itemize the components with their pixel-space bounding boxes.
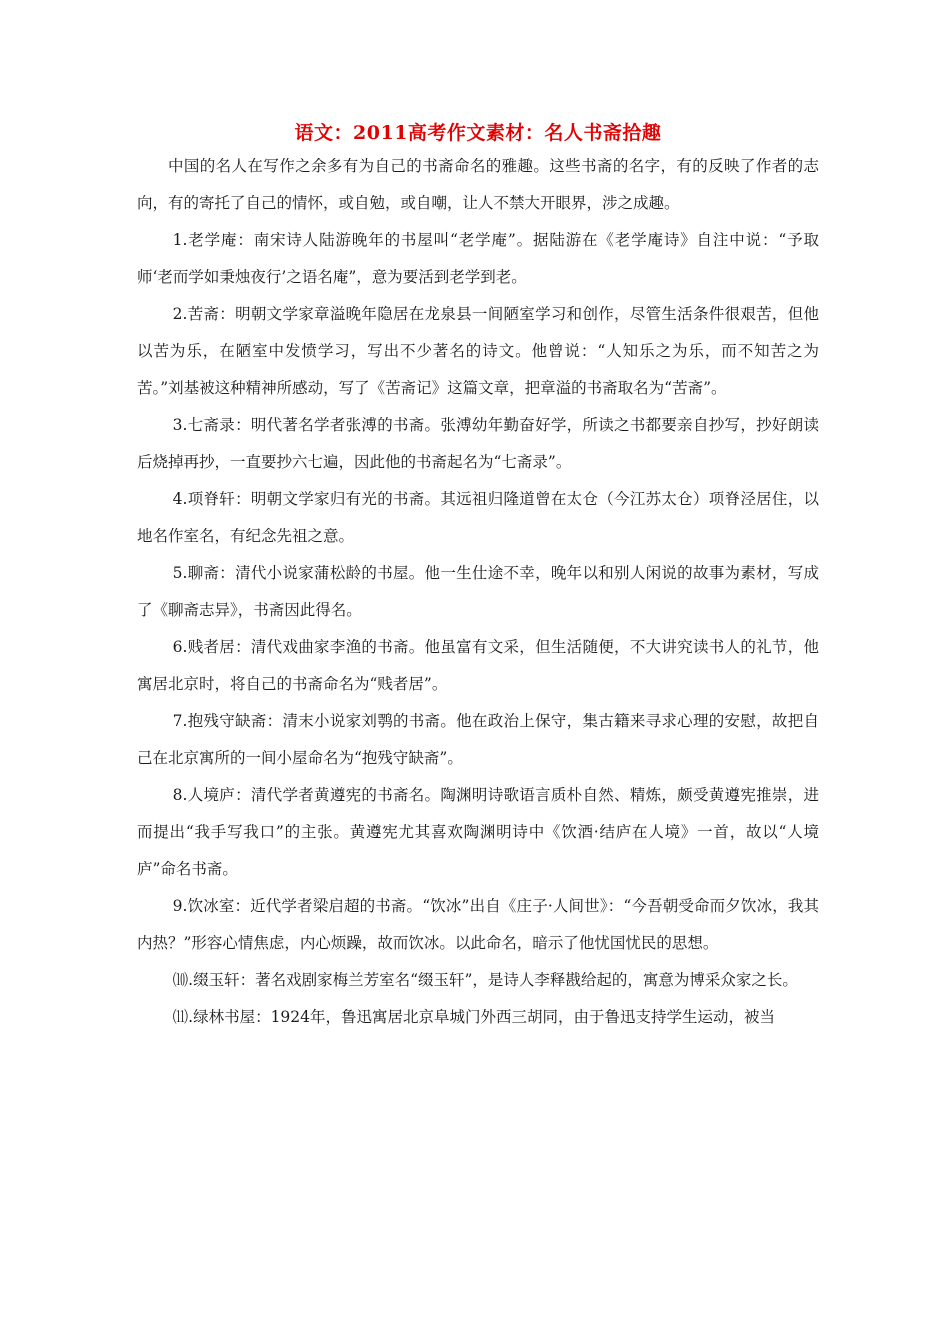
list-item: ⑽.缀玉轩：著名戏剧家梅兰芳室名“缀玉轩”，是诗人李释戡给起的，寓意为博采众家之长。 bbox=[172, 971, 798, 989]
list-item: 7.抱残守缺斋：清末小说家刘鹗的书斋。他在政治上保守，集古籍来寻求心理的安慰，故把自己在北京寓所的一间小屋命名为“抱残守缺斋”。 bbox=[137, 712, 819, 767]
list-item: ⑾.绿林书屋：1924年，鲁迅寓居北京阜城门外西三胡同，由于鲁迅支持学生运动，被当 bbox=[172, 1008, 776, 1026]
document-title: 语文：2011高考作文素材：名人书斋拾趣 bbox=[294, 122, 662, 144]
list-item: 6.贱者居：清代戏曲家李渔的书斋。他虽富有文采，但生活随便，不大讲究读书人的礼节，他寓居北京时，将自己的书斋命名为“贱者居”。 bbox=[137, 638, 819, 693]
list-item: 5.聊斋：清代小说家蒲松龄的书屋。他一生仕途不幸，晚年以和别人闲说的故事为素材，写成了《聊斋志异》，书斋因此得名。 bbox=[137, 564, 819, 619]
list-item: 2.苦斋：明朝文学家章溢晚年隐居在龙泉县一间陋室学习和创作，尽管生活条件很艰苦，但他以苦为乐，在陋室中发愤学习，写出不少著名的诗文。他曾说：“人知乐之为乐，而不知苦之为苦。”刘基被这种精神所感动，写了《苦斋记》这篇文章，把章溢的书斋取名为“苦斋”。 bbox=[137, 305, 819, 397]
intro-paragraph: 中国的名人在写作之余多有为自己的书斋命名的雅趣。这些书斋的名字，有的反映了作者的志向，有的寄托了自己的情怀，或自勉，或自嘲，让人不禁大开眼界，涉之成趣。 bbox=[137, 157, 819, 212]
list-item: 9.饮冰室：近代学者梁启超的书斋。“饮冰”出自《庄子·人间世》：“今吾朝受命而夕饮冰，我其内热？”形容心情焦虑，内心烦躁，故而饮冰。以此命名，暗示了他忧国忧民的思想。 bbox=[137, 897, 819, 952]
document-page bbox=[137, 118, 819, 1036]
list-item: 1.老学庵：南宋诗人陆游晚年的书屋叫“老学庵”。据陆游在《老学庵诗》自注中说：“予取师‘老而学如秉烛夜行’之语名庵”，意为要活到老学到老。 bbox=[137, 231, 819, 286]
list-item: 8.人境庐：清代学者黄遵宪的书斋名。陶渊明诗歌语言质朴自然、精炼，颇受黄遵宪推崇，进而提出“我手写我口”的主张。黄遵宪尤其喜欢陶渊明诗中《饮酒·结庐在人境》一首，故以“人境庐”命名书斋。 bbox=[137, 786, 819, 878]
list-item: 4.项脊轩：明朝文学家归有光的书斋。其远祖归隆道曾在太仓（今江苏太仓）项脊泾居住，以地名作室名，有纪念先祖之意。 bbox=[137, 490, 819, 545]
list-item: 3.七斋录：明代著名学者张溥的书斋。张溥幼年勤奋好学，所读之书都要亲自抄写，抄好朗读后烧掉再抄，一直要抄六七遍，因此他的书斋起名为“七斋录”。 bbox=[137, 416, 819, 471]
